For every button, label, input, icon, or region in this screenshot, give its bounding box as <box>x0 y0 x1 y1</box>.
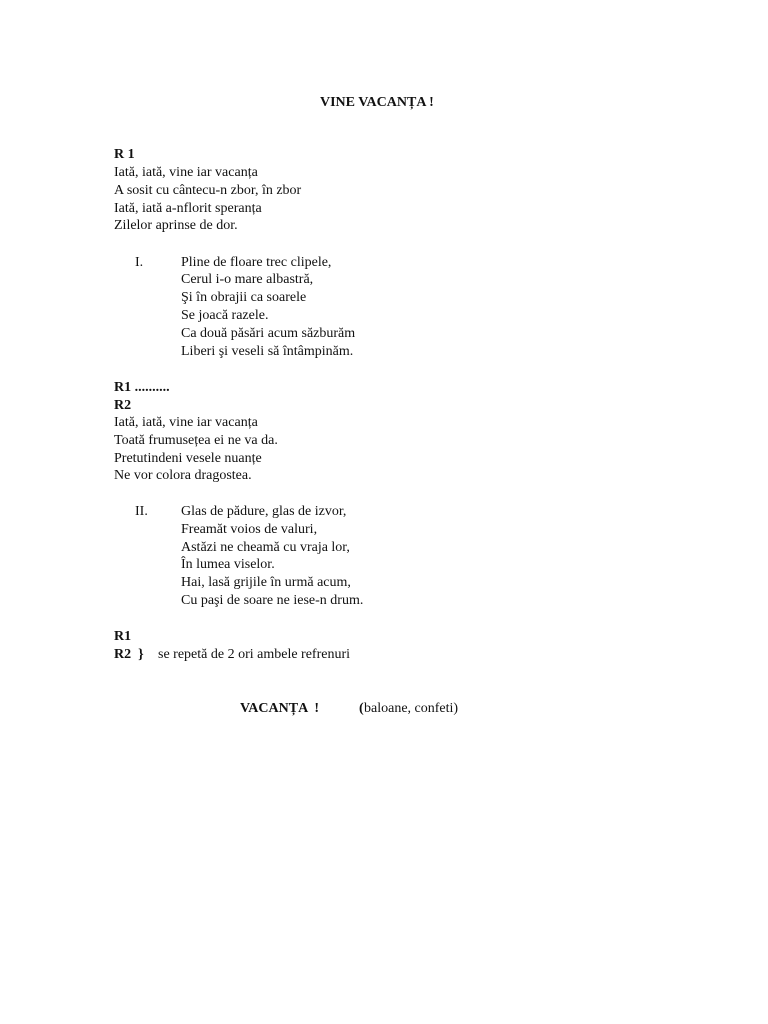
refrain-2-label: R2 <box>114 398 132 413</box>
verse-2-line: Glas de pădure, glas de izvor, <box>181 504 347 519</box>
refrain-1-line: Iată, iată a-nflorit speranța <box>114 201 262 216</box>
verse-1-line: Şi în obrajii ca soarele <box>181 290 307 305</box>
refrain-1-line: A sosit cu cântecu-n zbor, în zbor <box>114 183 302 198</box>
ending-r1: R1 <box>114 629 132 644</box>
finale-note: baloane, confeti) <box>364 701 459 716</box>
refrain-2-line: Toată frumusețea ei ne va da. <box>114 433 278 448</box>
ending-note: se repetă de 2 ori ambele refrenuri <box>158 647 351 662</box>
refrain-2-line: Iată, iată, vine iar vacanța <box>114 415 258 430</box>
ending-r2: R2 } <box>114 647 144 662</box>
verse-2-number: II. <box>135 504 148 519</box>
verse-1-number: I. <box>135 255 144 270</box>
refrain-1-line: Zilelor aprinse de dor. <box>114 218 238 233</box>
verse-1-line: Cerul i-o mare albastră, <box>181 272 314 287</box>
verse-2-line: Astăzi ne cheamă cu vraja lor, <box>181 540 350 555</box>
verse-2-line: Hai, lasă grijile în urmă acum, <box>181 575 351 590</box>
refrain-1-line: Iată, iată, vine iar vacanța <box>114 165 258 180</box>
refrain-2-line: Pretutindeni vesele nuanțe <box>114 451 262 466</box>
refrain-1-repeat: R1 .......... <box>114 380 170 395</box>
page-title: VINE VACANȚA ! <box>320 95 434 110</box>
refrain-1-label: R 1 <box>114 147 135 162</box>
verse-2-line: În lumea viselor. <box>181 557 275 572</box>
finale-word: VACANȚA ! <box>240 701 320 716</box>
verse-2-line: Freamăt voios de valuri, <box>181 522 318 537</box>
verse-2-line: Cu paşi de soare ne iese-n drum. <box>181 593 364 608</box>
verse-1-line: Ca două păsări acum săzburăm <box>181 326 356 341</box>
finale-paren: ( <box>359 701 364 716</box>
refrain-2-line: Ne vor colora dragostea. <box>114 468 252 483</box>
verse-1-line: Pline de floare trec clipele, <box>181 255 332 270</box>
verse-1-line: Se joacă razele. <box>181 308 269 323</box>
verse-1-line: Liberi şi veseli să întâmpinăm. <box>181 344 354 359</box>
